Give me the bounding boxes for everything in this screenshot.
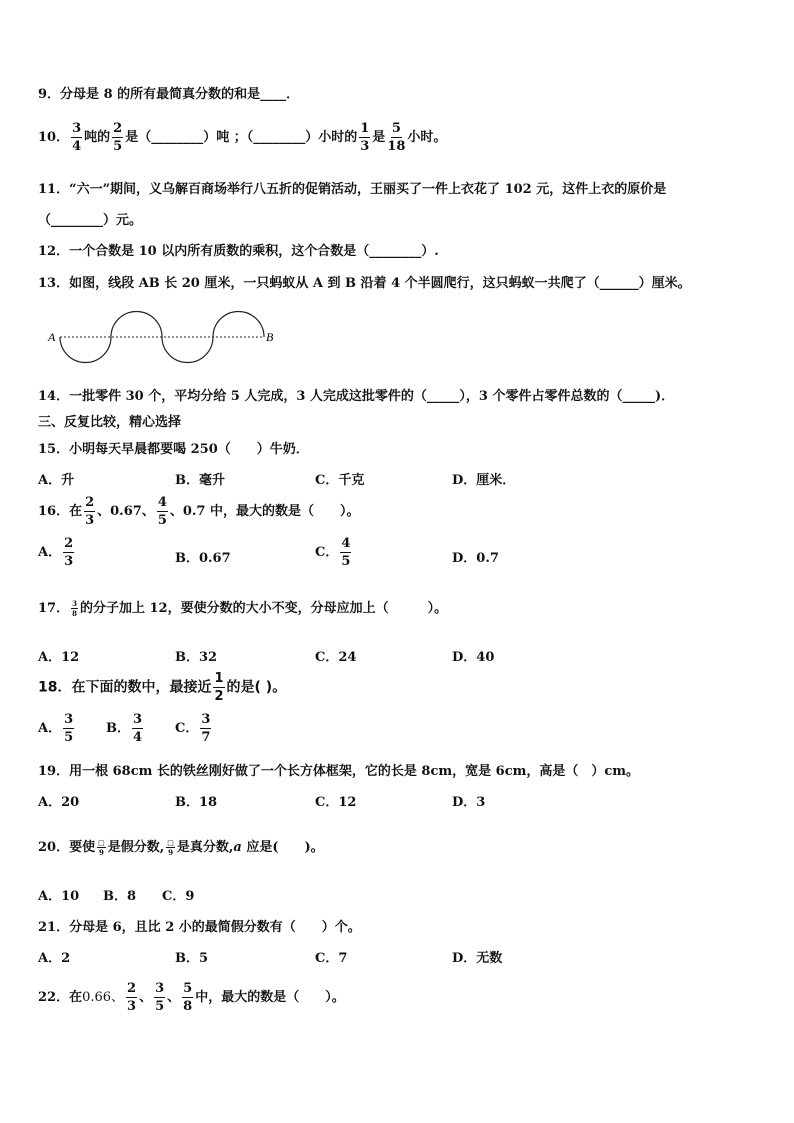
variable-a: a xyxy=(233,840,242,855)
question-12 xyxy=(38,240,439,259)
fraction: $\frac{4}{5}$ xyxy=(157,495,167,528)
question-19-text: 19．用一根 68cm 长的铁丝刚好做了一个长方体框架，它的长是 8cm，宽是 6cm，高是（ ）cm。 xyxy=(38,764,640,779)
question-14 xyxy=(38,385,674,404)
option-b[interactable]: B．8 xyxy=(103,889,137,904)
question-14-text: 14．一批零件 30 个，平均分给 5 人完成，3 人完成这批零件的（_____），3 个零件占零件总数的（_____)． xyxy=(38,389,675,404)
fraction: $\frac{□}{9}$ xyxy=(167,838,174,857)
semicircle-3 xyxy=(162,337,213,363)
fraction: $\frac{2}{5}$ xyxy=(113,121,123,154)
question-text: 20．要使 xyxy=(38,840,96,855)
fraction: $\frac{5}{8}$ xyxy=(183,981,193,1014)
question-12-text: 12．一个合数是 10 以内所有质数的乘积，这个合数是（________）. xyxy=(38,244,439,259)
fraction: $\frac{3}{7}$ xyxy=(201,712,211,745)
question-text: 的是( )。 xyxy=(226,679,287,696)
option-b[interactable]: B．18 xyxy=(175,795,218,810)
option-c[interactable]: C． $\frac{3}{7}$ xyxy=(175,712,211,745)
fraction: $\frac{3}{5}$ xyxy=(64,712,74,745)
question-text: 是 xyxy=(372,130,386,145)
separator: 、 xyxy=(167,990,181,1005)
question-15-text: 15．小明每天早晨都要喝 250（ ）牛奶． xyxy=(38,442,309,457)
option-c[interactable]: C．12 xyxy=(315,795,357,810)
option-a[interactable]: A． $\frac{3}{5}$ xyxy=(38,712,74,745)
option-b[interactable]: B．32 xyxy=(175,650,218,665)
question-text: 、0.7 中，最大的数是（ ）。 xyxy=(169,504,360,519)
fraction: $\frac{3}{8}$ xyxy=(72,599,77,618)
question-18 xyxy=(38,672,286,703)
question-20 xyxy=(38,836,324,856)
semicircle-4 xyxy=(213,312,264,337)
question-text: 22．在 xyxy=(38,990,83,1005)
fraction: $\frac{2}{3}$ xyxy=(85,495,95,528)
fraction: $\frac{2}{3}$ xyxy=(127,981,137,1014)
fraction: $\frac{3}{4}$ xyxy=(72,121,82,154)
question-9 xyxy=(38,83,299,102)
question-text: 16．在 xyxy=(38,504,83,519)
question-text: 18．在下面的数中，最接近 xyxy=(38,679,212,696)
question-15 xyxy=(38,438,309,457)
option-c[interactable]: C．7 xyxy=(315,951,348,966)
question-text: 吨的 xyxy=(84,130,111,145)
option-b[interactable]: B． $\frac{3}{4}$ xyxy=(106,712,143,745)
question-11-line2 xyxy=(38,209,142,228)
option-a[interactable]: A．12 xyxy=(38,650,80,665)
question-10 xyxy=(38,122,446,153)
question-21-text: 21．分母是 6，且比 2 小的最简假分数有（ ）个。 xyxy=(38,920,361,935)
question-text: 中，最大的数是（ ）。 xyxy=(195,990,345,1005)
question-17-text: 的分子加上 12，要使分数的大小不变，分母应加上（ ）。 xyxy=(79,601,448,616)
semicircle-2 xyxy=(111,312,162,337)
question-9-text: 9．分母是 8 的所有最简真分数的和是____． xyxy=(38,87,300,102)
question-11 xyxy=(38,178,666,197)
option-d[interactable]: D．厘米． xyxy=(452,473,516,488)
question-text: 小时。 xyxy=(407,130,447,145)
question-16 xyxy=(38,496,360,527)
option-d[interactable]: D．无数 xyxy=(452,951,503,966)
option-a[interactable]: A． $\frac{2}{3}$ xyxy=(38,536,74,569)
option-c[interactable]: C．千克 xyxy=(315,473,365,488)
question-number: 10． xyxy=(38,130,70,145)
question-22 xyxy=(38,982,345,1013)
semicircle-1 xyxy=(60,337,111,363)
option-a[interactable]: A．升 xyxy=(38,473,75,488)
question-text: 应是( )。 xyxy=(241,840,324,855)
section-title xyxy=(38,411,181,430)
question-21 xyxy=(38,916,361,935)
fraction: $\frac{3}{4}$ xyxy=(133,712,143,745)
label-b: B xyxy=(266,330,274,344)
fraction: $\frac{2}{3}$ xyxy=(64,536,74,569)
question-11-blank: （________）元。 xyxy=(38,213,143,228)
question-13-text: 13．如图，线段 AB 长 20 厘米，一只蚂蚁从 A 到 B 沿着 4 个半圆爬行，这只蚂蚁一共爬了（______）厘米。 xyxy=(38,276,691,291)
question-number: 17． xyxy=(38,601,70,616)
option-b[interactable]: B．5 xyxy=(175,951,209,966)
option-c[interactable]: C．9 xyxy=(162,889,195,904)
fraction: $\frac{3}{5}$ xyxy=(155,981,165,1014)
label-a: A xyxy=(48,330,56,344)
question-text: 是假分数, xyxy=(107,840,165,855)
option-c[interactable]: C． $\frac{4}{5}$ xyxy=(315,536,351,569)
fraction: $\frac{1}{2}$ xyxy=(214,671,224,704)
option-d[interactable]: D．3 xyxy=(452,795,486,810)
option-d[interactable]: D．40 xyxy=(452,650,495,665)
option-c[interactable]: C．24 xyxy=(315,650,357,665)
question-13 xyxy=(38,272,691,291)
question-text: 、0.67、 xyxy=(97,504,155,519)
fraction: $\frac{5}{18}$ xyxy=(387,121,406,154)
option-a[interactable]: A．10 xyxy=(38,889,80,904)
question-text: 是（________）吨 ；（________）小时的 xyxy=(125,130,358,145)
option-a[interactable]: A．20 xyxy=(38,795,80,810)
fraction: $\frac{1}{3}$ xyxy=(360,121,370,154)
option-b[interactable]: B．毫升 xyxy=(175,473,225,488)
question-19 xyxy=(38,760,639,779)
section-3-title: 三、反复比较，精心选择 xyxy=(38,415,182,430)
question-17 xyxy=(38,597,447,617)
semicircle-figure xyxy=(44,304,284,372)
question-text: 是真分数, xyxy=(176,840,234,855)
separator: 、 xyxy=(139,990,153,1005)
option-b[interactable]: B．0.67 xyxy=(175,551,231,566)
fraction: $\frac{4}{5}$ xyxy=(341,536,351,569)
option-a[interactable]: A．2 xyxy=(38,951,71,966)
option-d[interactable]: D．0.7 xyxy=(452,551,499,566)
question-11-text: 11．“六一”期间，义乌解百商场举行八五折的促销活动，王丽买了一件上衣花了 102 元，这件上衣的原价是 xyxy=(38,182,667,197)
fraction: $\frac{□}{9}$ xyxy=(98,838,105,857)
question-text: 0.66、 xyxy=(82,990,125,1005)
